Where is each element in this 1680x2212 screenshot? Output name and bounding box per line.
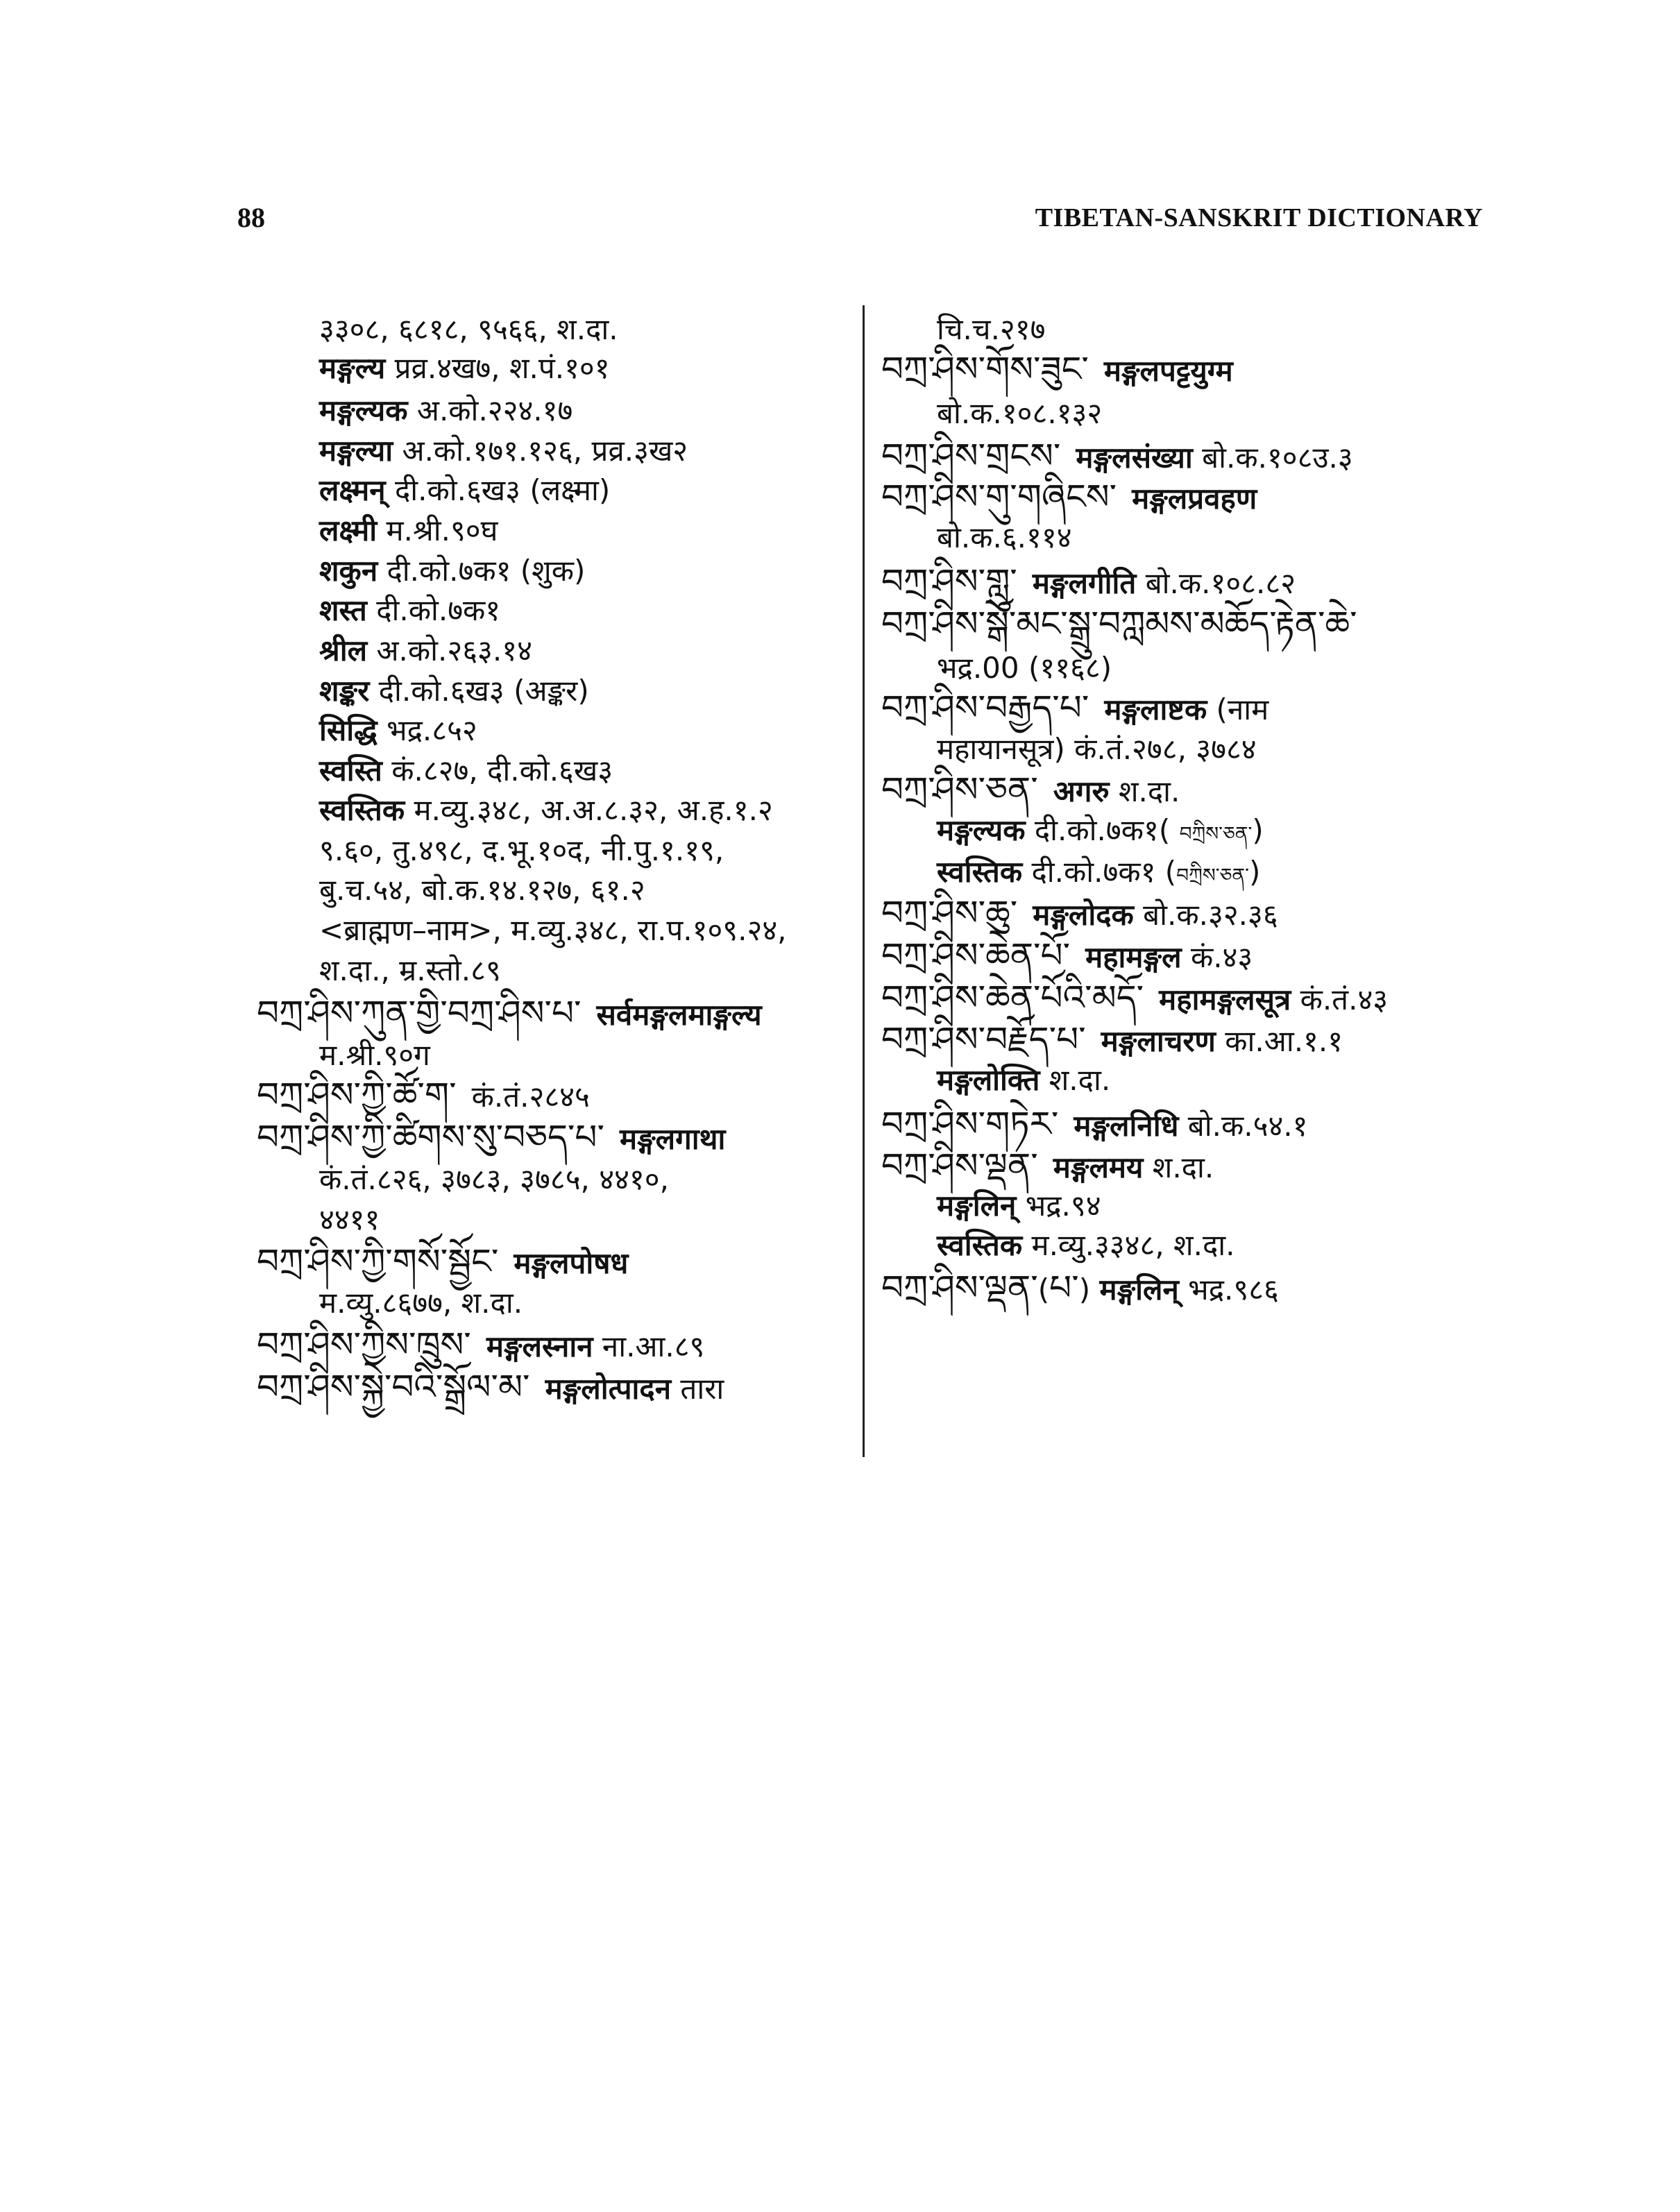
source-reference: अ.को.२६३.१४ [367,633,532,667]
source-reference: बो.क.१०८.१३२ [937,396,1103,430]
sanskrit-equivalent: मङ्गल्य [319,351,386,385]
right-entry-line [881,977,1388,1021]
source-reference: बो.क.१०८.८२ [1136,566,1296,600]
source-reference: म.व्यु.३४८, अ.अ.८.३२, अ.ह.१.२ [405,793,773,827]
tibetan-headword: བཀྲ་ཤིས་གོས་ཟུང་ [881,349,1089,389]
tibetan-headword: བཀྲ་ཤིས་ཀྱི་གསོ་སྦྱོང་ [257,1241,499,1282]
source-reference: अ.को.१७१.१२६, प्रव्र.३ख२ [393,434,688,468]
left-entry-line [319,470,610,511]
left-entry-line [319,430,688,472]
right-entry-line [937,810,1264,855]
sanskrit-equivalent: मङ्गलपोषध [514,1246,629,1280]
left-entry-line [257,1241,628,1284]
sanskrit-equivalent: मङ्गलोक्ति [937,1063,1040,1097]
left-entry-line [257,1324,704,1368]
right-entry-line [881,1267,1279,1311]
source-reference: भद्र.00 (११६८) [937,651,1112,685]
source-reference: अ.को.२२४.१७ [407,393,573,427]
right-entry-line [937,517,1072,559]
sanskrit-equivalent: श्रील [319,633,368,667]
sanskrit-equivalent: मङ्गलप्रवहण [1132,482,1257,516]
source-reference: कं.तं.८२६, ३७८३, ३७८५, ४४१०, [319,1162,669,1196]
left-entry-line [257,1366,724,1410]
tibetan-abbreviation: བཀྲིས་ཅན་ [1179,822,1253,845]
source-reference: तारा [671,1372,724,1406]
source-reference: भद्र.९४ [1016,1189,1101,1223]
left-entry-line [319,790,773,831]
source-reference: बो.क.६.११४ [937,520,1072,554]
source-reference: (नाम [1207,692,1269,726]
right-entry-line [881,687,1269,731]
sanskrit-equivalent: शस्त [319,593,367,627]
right-entry-line [881,769,1180,813]
left-entry-line [319,309,618,350]
left-entry-line [319,869,645,911]
source-reference: ) [1248,855,1261,889]
left-entry-line [319,910,787,951]
source-reference: ३३०८, ६८१८, ९५६६, श.दा. [319,312,618,346]
right-entry-line [881,348,1233,392]
source-reference: भद्र.९८६ [1178,1273,1279,1307]
source-reference: ४४११ [319,1202,380,1236]
right-entry-line [937,309,1045,350]
page-number: 88 [237,202,265,233]
tibetan-headword: བཀྲ་ཤིས་ཀྱི་ཚིགས་སུ་བཅད་པ་ [257,1117,604,1157]
source-reference: दी.को.७क१( [1025,813,1180,847]
right-entry-line [937,393,1102,434]
left-entry-line [319,550,585,592]
source-reference: ( [1037,1273,1050,1307]
sanskrit-equivalent: महामङ्गल [1085,940,1182,974]
sanskrit-equivalent: मङ्गल्यक [319,393,408,427]
source-reference: कं.८२७, दी.को.६ख३ [382,754,613,788]
left-entry-line [319,750,613,792]
source-reference: चि.च.२१७ [937,312,1046,346]
tibetan-headword: བཀྲ་ཤིས་གྲངས་ [881,436,1061,476]
source-reference: म.व्यु.८६७७, श.दा. [319,1286,523,1320]
source-reference: कं.तं.२८४५ [471,1080,590,1114]
tibetan-headword: བཀྲ་ཤིས་སྐྱེ་བའི་སྒྲོལ་མ་ [257,1367,530,1407]
source-reference: महायानसूत्र) कं.तं.२७८, ३७८४ [937,732,1257,766]
source-reference: दी.को.७क१ (शुक) [377,554,586,588]
tibetan-headword: པ་ [1049,1268,1079,1308]
sanskrit-equivalent: स्वस्तिक [319,793,405,827]
tibetan-headword: བཀྲ་ཤིས་ཀྱིས་ཁྲུས་ [257,1325,471,1365]
sanskrit-equivalent: स्वस्तिक [937,855,1023,889]
right-entry-line [881,435,1353,479]
tibetan-headword: བཀྲ་ཤིས་གཏེར་ [881,1104,1059,1144]
source-reference: म.श्री.९०घ [377,513,498,547]
left-entry-line [319,1159,669,1200]
running-title: TIBETAN-SANSKRIT DICTIONARY [1035,203,1483,232]
left-entry-line [257,992,762,1036]
sanskrit-equivalent: मङ्गलसंख्या [1076,441,1193,475]
source-reference: बु.च.५४, बो.क.१४.१२७, ६१.२ [319,873,645,907]
right-entry-line [881,561,1296,604]
right-entry-line [937,1060,1110,1101]
source-reference: म.व्यु.३३४८, श.दा. [1022,1228,1235,1262]
right-entry-line [881,935,1253,978]
right-entry-line [881,476,1257,520]
tibetan-headword: བཀྲ་ཤིས་ལྡན་ [881,1146,1038,1186]
source-reference: प्रव्र.४ख७, श.पं.१०१ [385,351,610,385]
right-entry-line [881,1019,1343,1062]
left-entry-line [319,1035,430,1076]
right-entry-line [881,603,1357,647]
sanskrit-equivalent: शकुन [319,554,378,588]
tibetan-headword: བཀྲ་ཤིས་ཆེན་པོ་ [881,935,1071,976]
source-reference: दी.को.७क१ ( [1022,855,1177,889]
right-entry-line [881,1145,1214,1189]
right-entry-line [937,729,1257,770]
sanskrit-equivalent: मङ्गलपट्टयुग्म [1103,354,1233,388]
sanskrit-equivalent: लक्ष्मन् [319,473,386,507]
left-entry-line [319,950,501,992]
source-reference: श.दा. [1109,774,1180,808]
sanskrit-equivalent: मङ्गलोदक [1033,898,1134,932]
sanskrit-equivalent: शङ्कर [319,674,370,708]
tibetan-headword: བཀྲ་ཤིས་བརྗོད་པ་ [881,1019,1086,1060]
left-entry-line [319,710,477,751]
tibetan-abbreviation: བཀྲིས་ཅན་ [1176,864,1249,887]
tibetan-headword: བཀྲ་ཤིས་སྒོ་མང་སྒྲུ་བཀླམས་མཆོད་རྟེན་ཆེ་ [881,604,1357,644]
sanskrit-equivalent: सिद्धि [319,713,377,747]
left-entry-line [319,590,500,631]
source-reference: दी.को.६ख३ (लक्ष्मा) [385,473,611,507]
sanskrit-equivalent: मङ्गलस्नान [486,1329,593,1363]
sanskrit-equivalent: मङ्गल्या [319,434,393,468]
source-reference: म.श्री.९०ग [319,1038,430,1072]
sanskrit-equivalent: मङ्गलनिधि [1074,1109,1179,1143]
source-reference: भद्र.८५२ [377,713,477,747]
tibetan-headword: བཀྲ་ཤིས་ཀུན་གྱི་བཀྲ་ཤིས་པ་ [257,993,582,1033]
tibetan-headword: བཀྲ་ཤིས་བརྒྱད་པ་ [881,688,1089,728]
source-reference: कं.४३ [1181,940,1253,974]
source-reference: दी.को.७क१ [366,593,501,627]
left-entry-line [257,1074,590,1118]
left-entry-line [319,670,589,712]
right-entry-line [937,1225,1235,1266]
sanskrit-equivalent: मङ्गलाचरण [1101,1024,1216,1058]
left-entry-line [319,1199,380,1241]
sanskrit-equivalent: मङ्गलोत्पादन [545,1372,672,1406]
left-entry-line [319,390,572,432]
source-reference: का.आ.१.१ [1215,1024,1343,1058]
sanskrit-equivalent: मङ्गलगीति [1032,566,1137,600]
source-reference: बो.क.५४.१ [1178,1109,1308,1143]
source-reference: ) [1252,813,1264,847]
tibetan-headword: བཀྲ་ཤིས་ཆེན་པོའི་མདོ་ [881,978,1144,1018]
sanskrit-equivalent: मङ्गलिन् [937,1189,1017,1223]
tibetan-headword: བཀྲ་ཤིས་ཀྱི་ཚོ་ག་ [257,1075,457,1115]
source-reference: कं.तं.४३ [1291,982,1389,1016]
tibetan-headword: བཀྲ་ཤིས་གུ་གཞིངས་ [881,477,1117,517]
source-reference: ९.६०, तु.४९८, द.भू.१०द, नी.पु.१.१९, [319,833,724,867]
source-reference: श.दा., म्र.स्तो.८९ [319,953,501,987]
right-entry-line [937,1185,1101,1227]
left-entry-line [319,510,498,552]
sanskrit-equivalent: सर्वमङ्गलमाङ्गल्य [596,998,762,1032]
tibetan-headword: བཀྲ་ཤིས་ཅན་ [881,769,1038,810]
sanskrit-equivalent: महामङ्गलसूत्र [1159,982,1291,1016]
tibetan-headword: བཀྲ་ཤིས་ལྡན་ [881,1268,1038,1308]
right-entry-line [881,892,1278,936]
sanskrit-equivalent: लक्ष्मी [319,513,377,547]
source-reference: <ब्राह्मण–नाम>, म.व्यु.३४८, रा.प.१०९.२४, [319,913,787,947]
tibetan-headword: བཀྲ་ཤིས་གླུ་ [881,561,1017,602]
sanskrit-equivalent: मङ्गल्यक [937,813,1026,847]
sanskrit-equivalent: मङ्गलाष्टक [1104,692,1207,726]
left-entry-line [319,348,610,389]
source-reference: ना.आ.८९ [593,1329,705,1363]
sanskrit-equivalent: मङ्गलमय [1053,1150,1144,1184]
source-reference: श.दा. [1040,1063,1111,1097]
source-reference: श.दा. [1143,1150,1214,1184]
column-divider [863,305,865,1457]
left-entry-line [319,630,532,672]
right-entry-line [937,851,1260,896]
source-reference: बो.क.३२.३६ [1133,898,1278,932]
sanskrit-equivalent: स्वस्तिक [937,1228,1023,1262]
right-entry-line [937,647,1112,689]
left-entry-line [319,1282,523,1324]
tibetan-headword: བཀྲ་ཤིས་ཆུ་ [881,893,1018,933]
sanskrit-equivalent: स्वस्ति [319,754,382,788]
source-reference: दी.को.६ख३ (अङ्कर) [369,674,589,708]
sanskrit-equivalent: मङ्गलगाथा [619,1122,726,1156]
right-entry-line [881,1103,1307,1147]
left-entry-line [319,830,724,871]
sanskrit-equivalent: अगरु [1053,774,1110,808]
left-entry-line [257,1116,725,1160]
sanskrit-equivalent: मङ्गलिन् [1099,1273,1179,1307]
source-reference: बो.क.१०८उ.३ [1192,441,1353,475]
source-reference: ) [1078,1273,1100,1307]
